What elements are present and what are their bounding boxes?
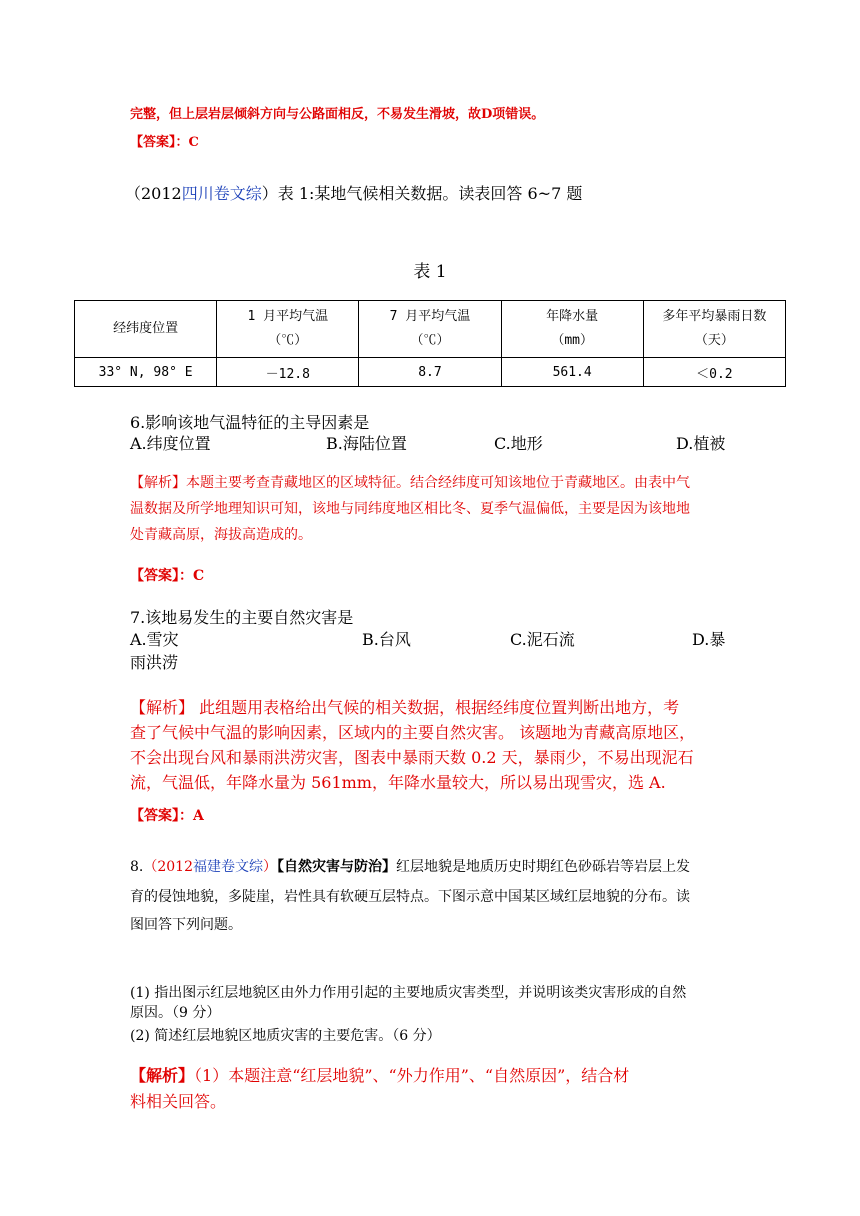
option-c: C.泥石流 <box>510 630 575 649</box>
q6-answer: 【答案】：C <box>130 568 205 584</box>
option-b: B.海陆位置 <box>326 434 407 453</box>
option-d: D.暴 <box>692 630 726 649</box>
climate-table <box>74 300 786 387</box>
q7-option-wrap: 雨洪涝 <box>130 653 179 672</box>
option-b: B.台风 <box>362 630 411 649</box>
source-link[interactable]: 四川卷文综 <box>181 184 262 203</box>
previous-answer <box>130 131 730 150</box>
q8-analysis-line2: 料相关回答。 <box>130 1092 227 1111</box>
q8-header: 8.（2012福建卷文综）【自然灾害与防治】红层地貌是地质历史时期红色砂砾岩等岩层上发 <box>130 859 690 875</box>
table-cell: －12.8 <box>217 358 359 387</box>
table-cell: 8.7 <box>359 358 501 387</box>
table-caption: 表 1 <box>413 262 447 282</box>
q8-sub2: (2) 简述红层地貌区地质灾害的主要危害。（6 分） <box>130 1028 441 1044</box>
option-d: D.植被 <box>676 434 726 453</box>
option-a: A.纬度位置 <box>130 434 211 453</box>
q6-stem: 6.影响该地气温特征的主导因素是 <box>130 413 370 432</box>
option-a: A.雪灾 <box>130 630 179 649</box>
q8-sub1-line2: 原因。（9 分） <box>130 1005 221 1021</box>
q8-text-line2: 育的侵蚀地貌，多陡崖，岩性具有软硬互层特点。下图示意中国某区域红层地貌的分布。读 <box>130 889 690 905</box>
option-c: C.地形 <box>494 434 543 453</box>
answer-label: 【答案】： <box>130 135 189 150</box>
q7-stem: 7.该地易发生的主要自然灾害是 <box>130 608 354 627</box>
table-cell: 561.4 <box>501 358 643 387</box>
q8-analysis: 【解析】（1）本题注意“红层地貌”、“外力作用”、“自然原因”，结合材 <box>130 1066 630 1085</box>
q8-sub1-line1: (1) 指出图示红层地貌区由外力作用引起的主要地质灾害类型，并说明该类灾害形成的自然 <box>130 985 687 1001</box>
header-cell: 多年平均暴雨日数 （天） <box>643 301 785 358</box>
header-cell: 经纬度位置 <box>75 301 217 358</box>
answer-value: C <box>188 135 199 150</box>
q8-text-line3: 图回答下列问题。 <box>130 917 242 933</box>
previous-analysis-tail: 完整，但上层岩层倾斜方向与公路面相反，不易发生滑坡，故D项错误。 <box>130 107 545 122</box>
header-cell: 7 月平均气温 （℃） <box>359 301 501 358</box>
header-cell: 1 月平均气温 （℃） <box>217 301 359 358</box>
table-header-row <box>75 301 786 358</box>
question-intro: （2012四川卷文综）表 1:某地气候相关数据。读表回答 6~7 题 <box>125 184 583 203</box>
header-cell: 年降水量 （mm） <box>501 301 643 358</box>
table-cell: ＜0.2 <box>643 358 785 387</box>
table-cell: 33° N, 98° E <box>75 358 217 387</box>
q7-answer: 【答案】：A <box>130 808 204 824</box>
table-row <box>75 358 786 387</box>
source-link[interactable]: 福建卷文综 <box>193 859 263 875</box>
